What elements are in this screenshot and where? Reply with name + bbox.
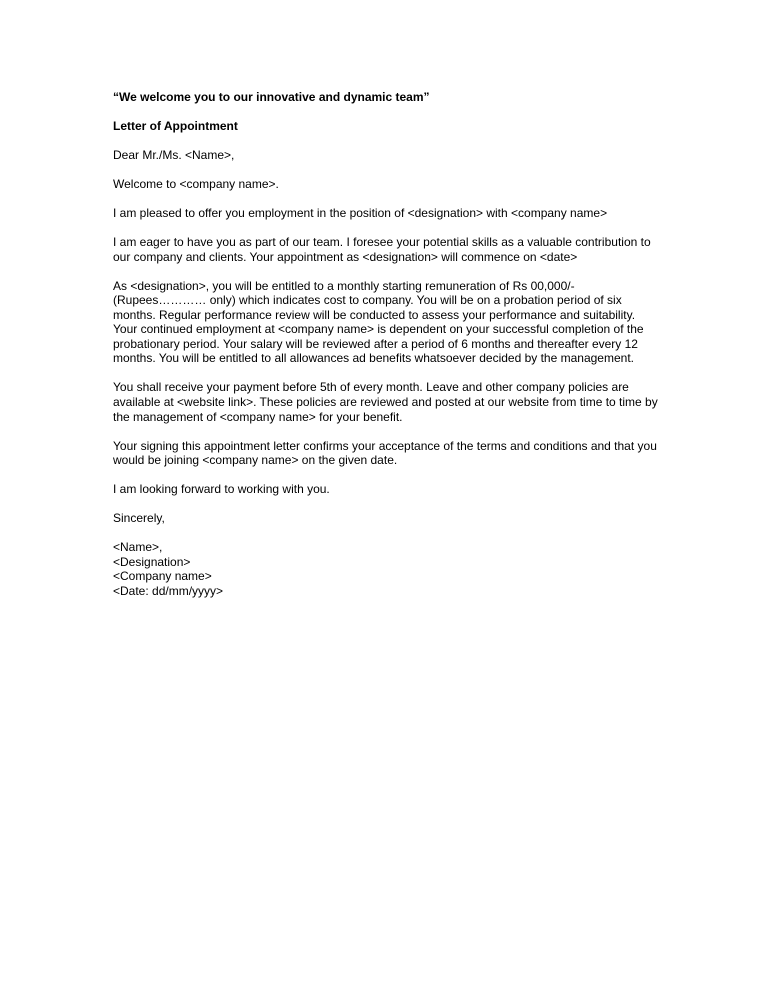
tagline: “We welcome you to our innovative and dynamic team” (113, 90, 430, 104)
signature-company: <Company name> (113, 569, 212, 584)
letter-heading: Letter of Appointment (113, 118, 238, 133)
remuneration-paragraph: As <designation>, you will be entitled to a monthly starting remuneration of Rs 00,000/- (Rupees………… only) which indicates cost to company. You will be on a probation period of six months. Regular performance review will be conducted to assess your performance and suitability. Your continued employment at <company name> is dependent on your successful completion of the probationary period. Your salary will be reviewed after a period of 6 months and thereafter every 12 months. You will be entitled to all allowances ad benefits whatsoever decided by the management. (113, 278, 644, 366)
signature-name: <Name>, (113, 540, 163, 555)
signature-designation: <Designation> (113, 554, 191, 569)
closing-line: I am looking forward to working with you. (113, 482, 330, 497)
acceptance-paragraph: Your signing this appointment letter confirms your acceptance of the terms and conditions and that you would be joining <company name> on the given date. (113, 438, 657, 468)
offer-paragraph: I am pleased to offer you employment in the position of <designation> with <company name> (113, 205, 608, 220)
salutation: Dear Mr./Ms. <Name>, (113, 147, 235, 162)
signature-date: <Date: dd/mm/yyyy> (113, 583, 224, 598)
welcome-paragraph: Welcome to <company name>. (113, 176, 279, 191)
eager-paragraph: I am eager to have you as part of our team. I foresee your potential skills as a valuable contribution to our company and clients. Your appointment as <designation> will commence on <date> (113, 234, 651, 264)
letter-document (113, 90, 658, 599)
sign-off: Sincerely, (113, 511, 165, 526)
payment-paragraph: You shall receive your payment before 5th of every month. Leave and other company policies are available at <website link>. These policies are reviewed and posted at our website from time to time by the management of <company name> for your benefit. (113, 380, 658, 424)
signature-block (113, 540, 658, 598)
